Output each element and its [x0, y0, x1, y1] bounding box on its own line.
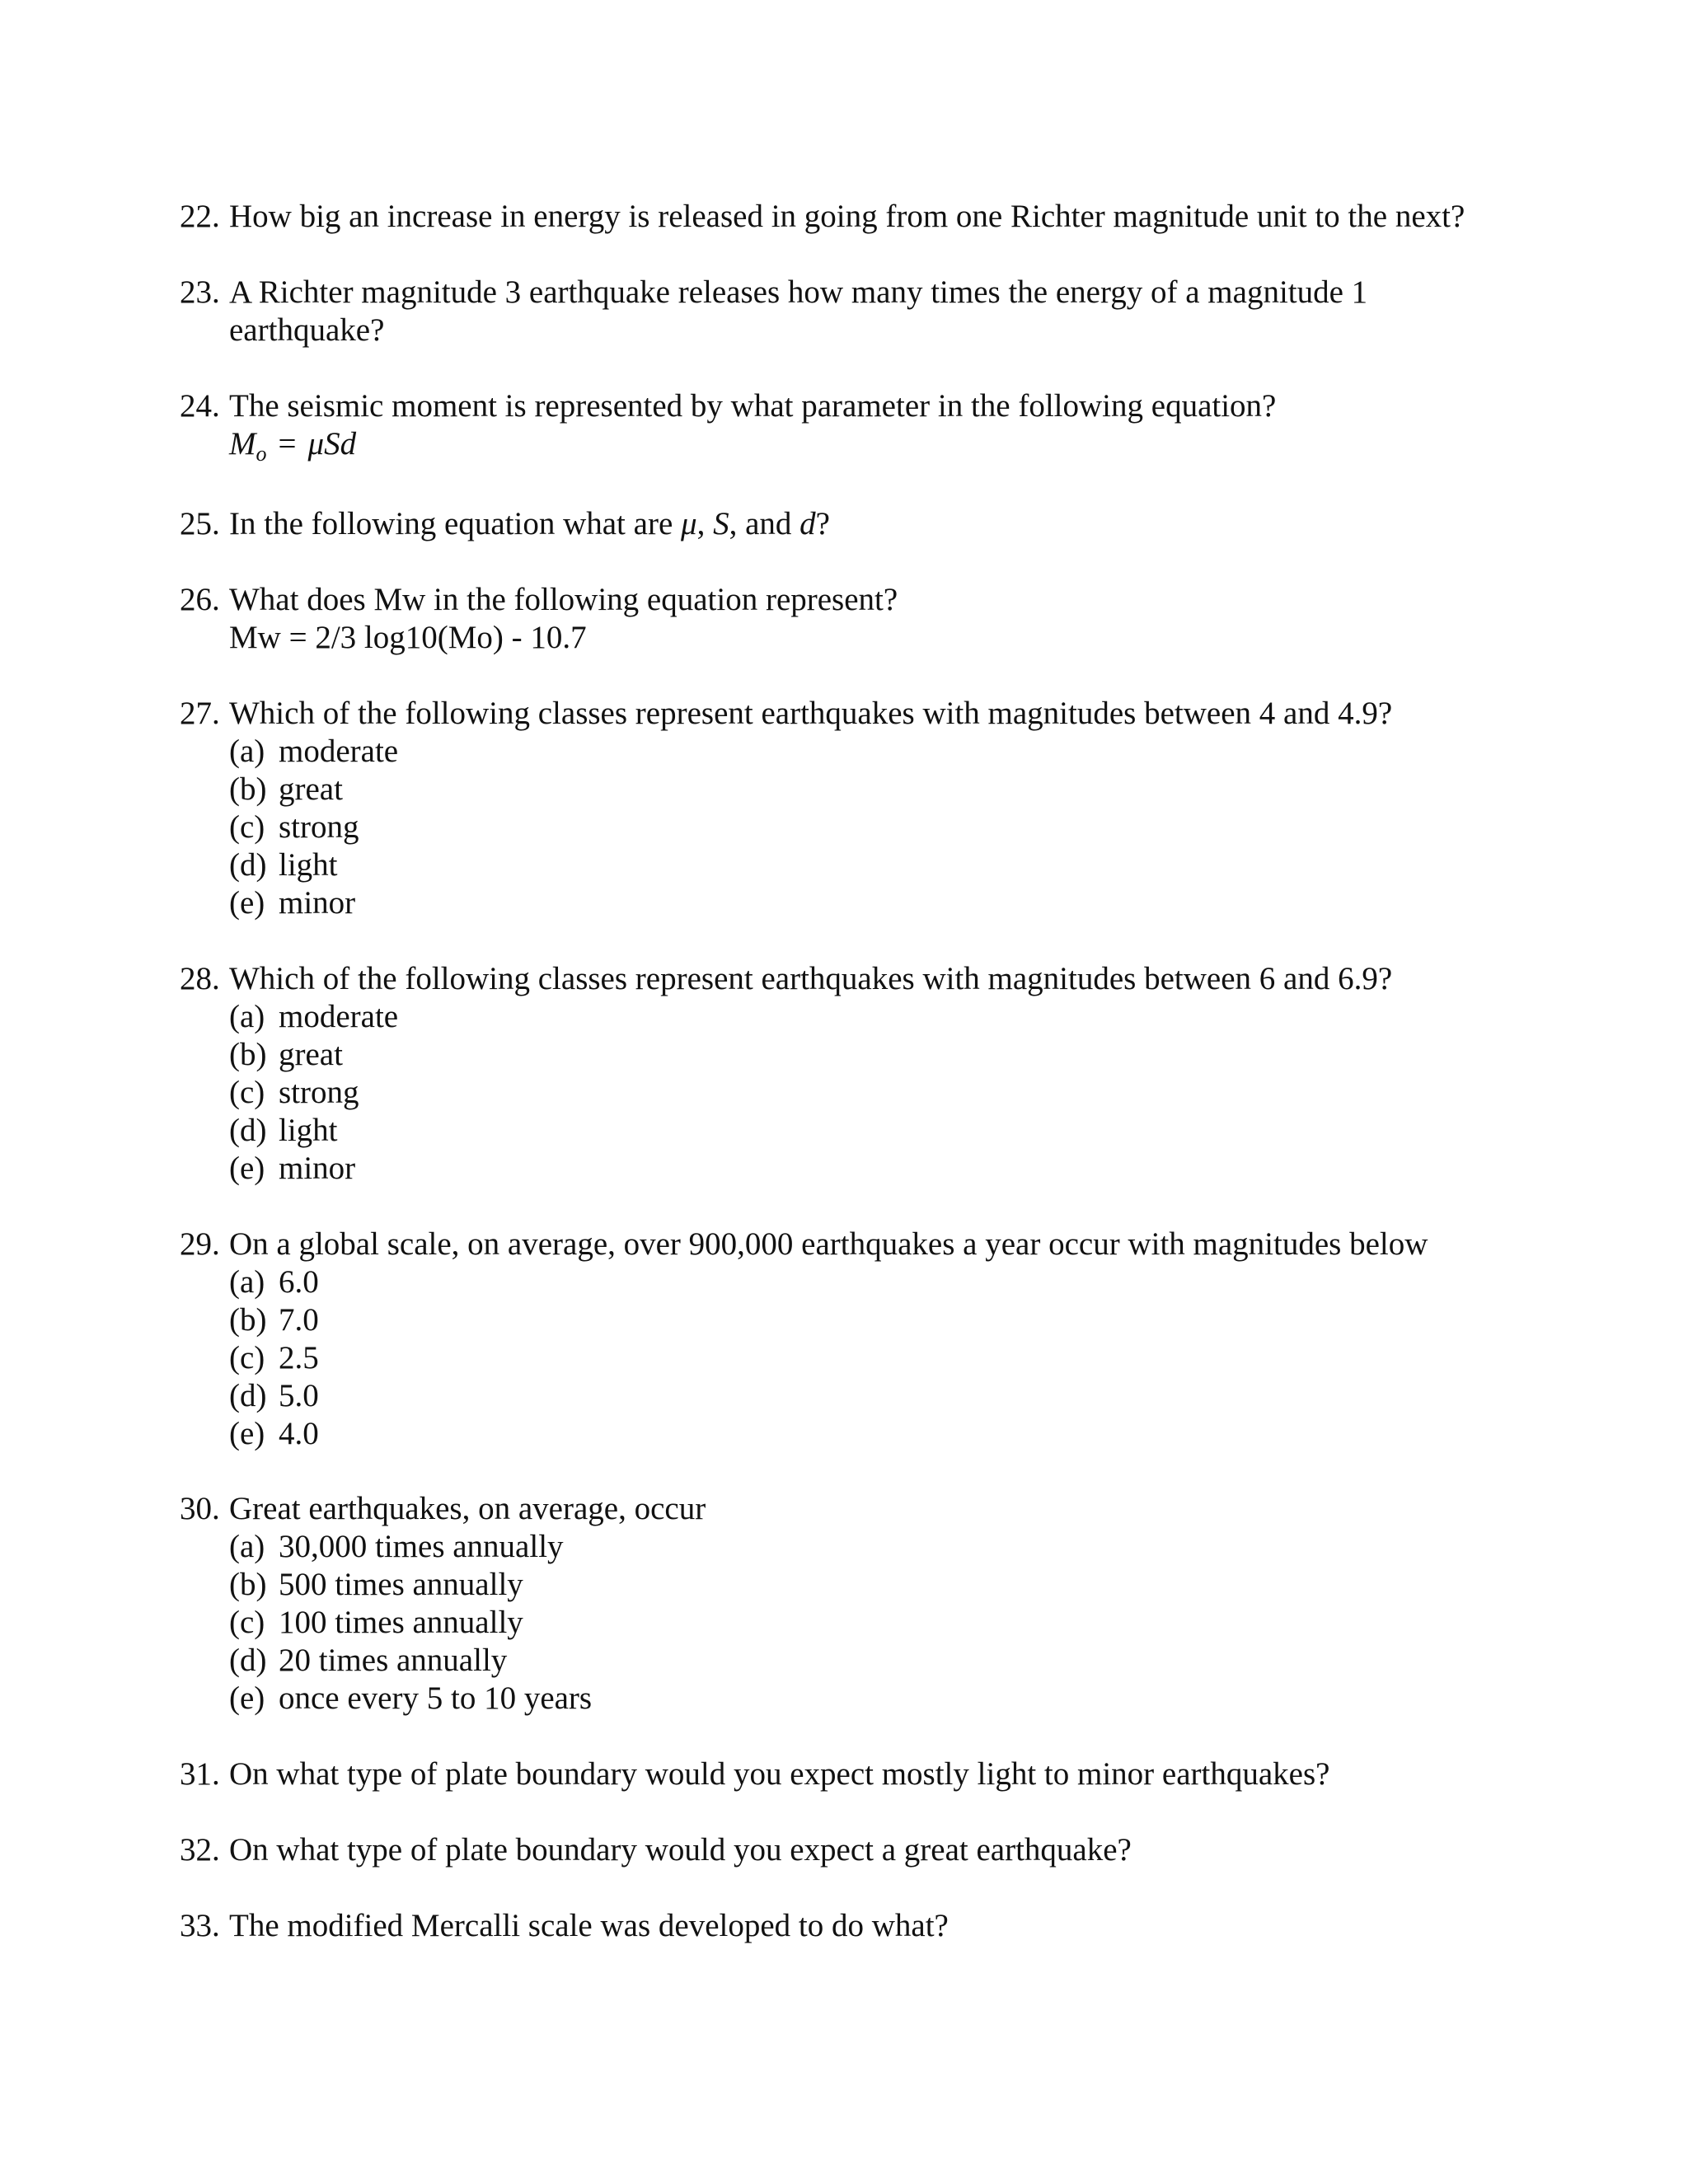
- option-label: (a): [229, 733, 265, 769]
- option-a: [229, 1528, 1531, 1566]
- option-c: [229, 1339, 1531, 1377]
- option-e: [229, 1415, 1531, 1453]
- question-number: 27.: [180, 696, 220, 731]
- option-c: [229, 1074, 1531, 1112]
- option-label: (d): [229, 847, 267, 883]
- option-text: 500 times annually: [279, 1567, 523, 1602]
- option-d: [229, 1642, 1531, 1680]
- options-list: [180, 1263, 1531, 1453]
- option-d: [229, 1112, 1531, 1150]
- option-text: light: [279, 1113, 338, 1148]
- equation-lhs-subscript: o: [256, 442, 267, 466]
- option-text: great: [279, 771, 343, 807]
- option-label: (c): [229, 809, 265, 845]
- question-30: [180, 1490, 1531, 1718]
- question-number: 22.: [180, 199, 220, 234]
- question-22: [180, 198, 1531, 236]
- question-number: 23.: [180, 274, 220, 310]
- question-28: [180, 960, 1531, 1188]
- question-text: What does Mw in the following equation represent?: [229, 582, 898, 617]
- question-text: On what type of plate boundary would you expect mostly light to minor earthquakes?: [229, 1756, 1330, 1792]
- option-e: [229, 884, 1531, 922]
- question-text: The seismic moment is represented by what parameter in the following equation?: [229, 388, 1277, 424]
- question-number: 31.: [180, 1756, 220, 1792]
- option-e: [229, 1150, 1531, 1188]
- option-text: strong: [279, 1075, 359, 1110]
- question-33-line: [180, 1907, 1531, 1945]
- option-text: 100 times annually: [279, 1605, 523, 1640]
- mu-symbol: μ: [681, 506, 697, 541]
- option-d: [229, 1377, 1531, 1415]
- option-text: moderate: [279, 999, 399, 1034]
- option-label: (d): [229, 1113, 267, 1148]
- option-label: (a): [229, 1529, 265, 1564]
- question-text: A Richter magnitude 3 earthquake releases how many times the energy of a magnitude 1: [229, 274, 1368, 310]
- question-number: 26.: [180, 582, 220, 617]
- option-text: 6.0: [279, 1264, 319, 1300]
- option-label: (e): [229, 1680, 265, 1716]
- options-list: [180, 1528, 1531, 1718]
- option-text: minor: [279, 885, 356, 921]
- question-text: How big an increase in energy is released in going from one Richter magnitude unit to the next?: [229, 199, 1465, 234]
- d-symbol: d: [799, 506, 816, 541]
- question-27: [180, 695, 1531, 922]
- question-29: [180, 1226, 1531, 1453]
- question-32-line: [180, 1831, 1531, 1869]
- equation-equals: =: [278, 426, 297, 462]
- question-number: 32.: [180, 1832, 220, 1868]
- question-29-line: [180, 1226, 1531, 1263]
- option-text: light: [279, 847, 338, 883]
- option-text: strong: [279, 809, 359, 845]
- option-c: [229, 808, 1531, 846]
- question-number: 29.: [180, 1226, 220, 1262]
- question-24: [180, 387, 1531, 466]
- moment-magnitude-equation: Mw = 2/3 log10(Mo) - 10.7: [229, 620, 587, 655]
- question-text: On a global scale, on average, over 900,000 earthquakes a year occur with magnitudes below: [229, 1226, 1428, 1262]
- option-label: (b): [229, 1037, 267, 1072]
- options-list: [180, 733, 1531, 922]
- option-a: [229, 1263, 1531, 1301]
- option-label: (a): [229, 1264, 265, 1300]
- option-label: (b): [229, 771, 267, 807]
- option-text: once every 5 to 10 years: [279, 1680, 593, 1716]
- option-text: 4.0: [279, 1416, 319, 1451]
- option-label: (e): [229, 1416, 265, 1451]
- question-number: 25.: [180, 506, 220, 541]
- question-text: Which of the following classes represent earthquakes with magnitudes between 4 and 4.9?: [229, 696, 1393, 731]
- option-e: [229, 1680, 1531, 1718]
- question-27-line: [180, 695, 1531, 733]
- option-text: minor: [279, 1151, 356, 1186]
- question-24-line: [180, 387, 1531, 425]
- question-28-line: [180, 960, 1531, 998]
- question-number: 24.: [180, 388, 220, 424]
- option-text: 30,000 times annually: [279, 1529, 564, 1564]
- question-text: The modified Mercalli scale was developed to do what?: [229, 1908, 949, 1943]
- question-text: In the following equation what are: [229, 506, 681, 541]
- option-label: (c): [229, 1075, 265, 1110]
- question-30-line: [180, 1490, 1531, 1528]
- option-text: great: [279, 1037, 343, 1072]
- question-mark: ?: [815, 506, 830, 541]
- option-c: [229, 1604, 1531, 1642]
- question-25-line: [180, 505, 1531, 543]
- s-symbol: S: [713, 506, 729, 541]
- question-33: [180, 1907, 1531, 1945]
- option-label: (c): [229, 1340, 265, 1376]
- option-text: 20 times annually: [279, 1643, 508, 1678]
- option-a: [229, 998, 1531, 1036]
- question-23: [180, 274, 1531, 349]
- equation-lhs: M: [229, 426, 256, 462]
- question-32: [180, 1831, 1531, 1869]
- option-b: [229, 1036, 1531, 1074]
- separator: , and: [729, 506, 800, 541]
- question-25: [180, 505, 1531, 543]
- question-number: 30.: [180, 1491, 220, 1526]
- seismic-moment-equation: [180, 425, 1531, 466]
- option-text: moderate: [279, 733, 399, 769]
- option-label: (d): [229, 1643, 267, 1678]
- option-label: (e): [229, 885, 265, 921]
- equation-rhs: μSd: [307, 426, 357, 462]
- question-number: 33.: [180, 1908, 220, 1943]
- question-26-line: [180, 581, 1531, 619]
- option-label: (d): [229, 1378, 267, 1413]
- option-a: [229, 733, 1531, 771]
- option-b: [229, 771, 1531, 808]
- option-text: 5.0: [279, 1378, 319, 1413]
- options-list: [180, 998, 1531, 1188]
- option-text: 7.0: [279, 1302, 319, 1338]
- question-text: Great earthquakes, on average, occur: [229, 1491, 706, 1526]
- option-label: (b): [229, 1302, 267, 1338]
- question-text: Which of the following classes represent earthquakes with magnitudes between 6 and 6.9?: [229, 961, 1393, 996]
- question-31: [180, 1755, 1531, 1793]
- option-d: [229, 846, 1531, 884]
- question-text-continued: earthquake?: [229, 312, 385, 348]
- question-22-line: [180, 198, 1531, 236]
- option-b: [229, 1301, 1531, 1339]
- option-label: (a): [229, 999, 265, 1034]
- question-number: 28.: [180, 961, 220, 996]
- question-26: [180, 581, 1531, 657]
- option-b: [229, 1566, 1531, 1604]
- option-label: (b): [229, 1567, 267, 1602]
- option-text: 2.5: [279, 1340, 319, 1376]
- question-text: On what type of plate boundary would you expect a great earthquake?: [229, 1832, 1132, 1868]
- option-label: (e): [229, 1151, 265, 1186]
- option-label: (c): [229, 1605, 265, 1640]
- separator: ,: [696, 506, 714, 541]
- question-31-line: [180, 1755, 1531, 1793]
- question-23-line: [180, 274, 1531, 312]
